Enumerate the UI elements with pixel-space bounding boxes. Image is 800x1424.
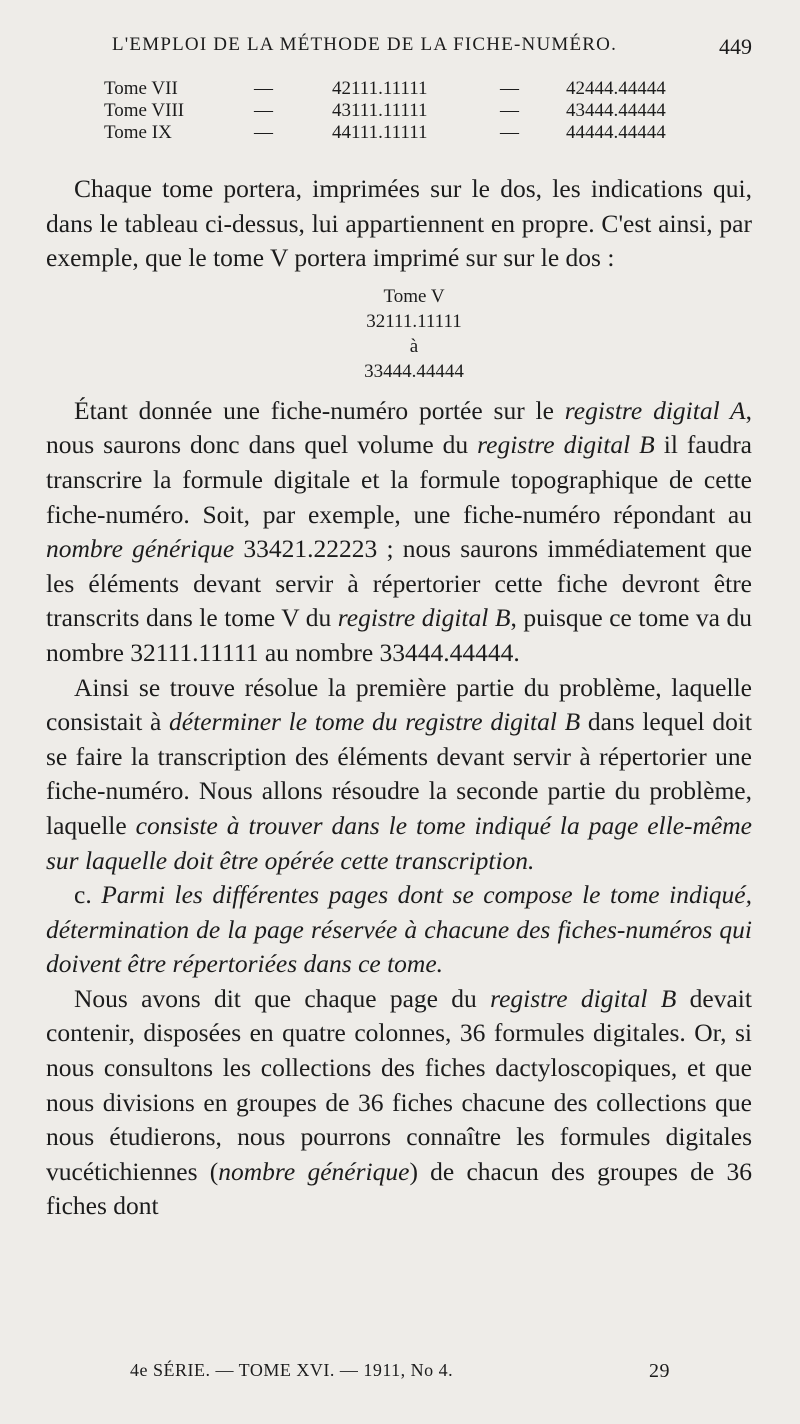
text: Nous avons dit que chaque page du <box>74 983 491 1013</box>
tome-table <box>104 78 724 144</box>
text: , nous saurons donc dans quel volume du <box>46 395 752 460</box>
italic-text: consiste à trouver dans le tome indiqué la page elle-même sur laquelle doit être opérée cette transcription. <box>46 810 752 875</box>
signature-mark: 29 <box>649 1360 670 1382</box>
text: 33421.22223 ; nous saurons immédiatement que les éléments devant servir à répertorier cette fiche devront être transcrits dans le tome V du <box>46 534 752 633</box>
text: Ainsi se trouve résolue la première partie du problème, laquelle consistait à <box>46 672 752 737</box>
paragraph-3 <box>46 671 752 879</box>
tome-from: 42111.11111 <box>332 78 428 99</box>
tome-to: 44444.44444 <box>566 122 666 143</box>
tome-dash: — <box>254 100 273 121</box>
text: dans lequel doit se faire la transcription des éléments devant servir à répertorier une fiche-numéro. Nous allons résoudre la seconde partie du problème, laquelle <box>46 707 753 840</box>
italic-text: registre digital B <box>337 603 511 633</box>
tome-name: Tome VII <box>104 78 178 99</box>
italic-text: registre digital B <box>490 983 677 1013</box>
spine-from: 32111.11111 <box>366 310 462 332</box>
tome-dash: — <box>500 100 519 121</box>
italic-text: registre digital A <box>564 395 746 425</box>
tome-row <box>104 122 724 144</box>
italic-text: déterminer le tome du registre digital B <box>169 707 581 737</box>
spine-to: 33444.44444 <box>364 360 464 382</box>
text: il faudra transcrire la formule digitale et la formule topographique de cette fiche-numéro. Soit, par exemple, une fiche-numéro répondant au <box>46 430 753 529</box>
running-title: L'EMPLOI DE LA MÉTHODE DE LA FICHE-NUMÉRO. <box>112 34 618 55</box>
tome-name: Tome VIII <box>104 100 185 121</box>
tome-to: 43444.44444 <box>566 100 666 121</box>
spine-label <box>46 284 752 384</box>
paragraph-5 <box>46 982 752 1224</box>
tome-name: Tome IX <box>104 122 172 143</box>
tome-from: 43111.11111 <box>332 100 428 121</box>
tome-from: 44111.11111 <box>332 122 428 143</box>
tome-dash: — <box>500 78 519 99</box>
tome-row <box>104 100 724 122</box>
paragraph-2 <box>46 394 752 671</box>
paragraph-1: Chaque tome portera, imprimées sur le dos, les indications qui, dans le tableau ci-dessus, lui appartiennent en propre. C'est ainsi, par exemple, que le tome V portera imprimé sur sur le dos : <box>46 174 752 273</box>
page-number: 449 <box>719 34 752 59</box>
text: devait contenir, disposées en quatre colonnes, 36 formules digitales. Or, si nous consultons les collections des fiches dactyloscopiques, et que nous divisions en groupes de 36 fiches chacune des collections que nous étudierons, nous pourrons connaître les formules digitales vucétichiennes ( <box>46 983 752 1186</box>
italic-text: Parmi les différentes pages dont se compose le tome indiqué, détermination de la page réservée à chacune des fiches-numéros qui doivent être répertoriées dans ce tome. <box>46 880 752 979</box>
running-head <box>112 34 752 59</box>
text: c. <box>74 880 102 910</box>
body-text <box>46 172 752 1224</box>
text: , puisque ce tome va du nombre 32111.11111 au nombre 33444.44444. <box>46 603 752 667</box>
series-info: 4e SÉRIE. — TOME XVI. — 1911, No 4. <box>130 1360 454 1380</box>
italic-text: nombre générique <box>46 534 235 564</box>
footer <box>130 1360 670 1381</box>
tome-dash: — <box>254 78 273 99</box>
spine-a: à <box>409 335 419 357</box>
paragraph-4 <box>46 878 752 982</box>
text: ) de chacun des groupes de 36 fiches dont <box>46 1156 752 1221</box>
italic-text: nombre générique <box>218 1156 410 1186</box>
tome-dash: — <box>254 122 273 143</box>
italic-text: registre digital B <box>477 430 655 460</box>
text: Étant donnée une fiche-numéro portée sur le <box>74 395 565 425</box>
tome-dash: — <box>500 122 519 143</box>
tome-to: 42444.44444 <box>566 78 666 99</box>
tome-row <box>104 78 724 100</box>
spine-tome: Tome V <box>383 285 445 307</box>
